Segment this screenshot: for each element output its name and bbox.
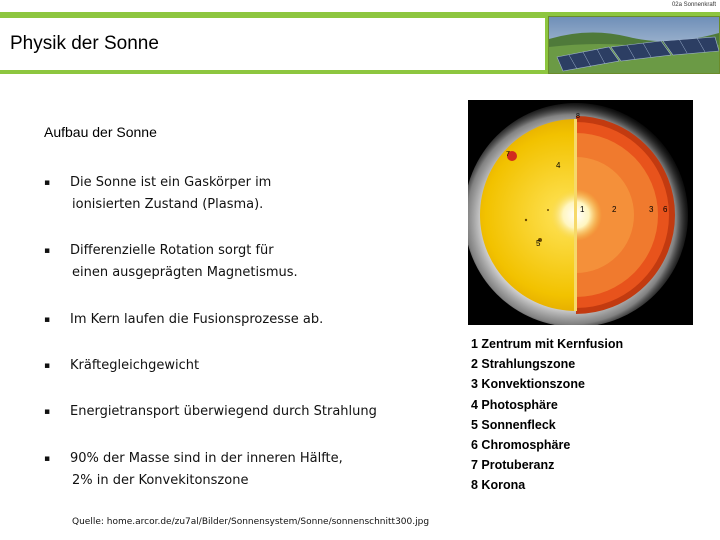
bullet-text-continued: 2% in der Konvekitonszone	[72, 473, 249, 488]
bullet-marker: ▪	[44, 407, 51, 417]
legend-item: 1 Zentrum mit Kernfusion	[471, 337, 624, 351]
bullet-text: Im Kern laufen die Fusionsprozesse ab.	[70, 312, 324, 327]
bullet-text: 90% der Masse sind in der inneren Hälfte,	[70, 451, 343, 466]
legend-item: 7 Protuberanz	[471, 458, 555, 473]
diagram-label-1: 1	[580, 205, 585, 214]
section-heading: Aufbau der Sonne	[44, 124, 157, 140]
bullet-text: Die Sonne ist ein Gaskörper im	[70, 175, 272, 190]
diagram-label-6: 6	[663, 205, 668, 214]
bullet-text-continued: einen ausgeprägten Magnetismus.	[72, 265, 298, 280]
legend-item: 8 Korona	[471, 478, 526, 493]
bullet-marker: ▪	[44, 246, 51, 256]
legend-item: 6 Chromosphäre	[471, 438, 571, 453]
corner-label: 02a Sonnenkraft	[671, 2, 716, 8]
source-citation: Quelle: home.arcor.de/zu7al/Bilder/Sonnensystem/Sonne/sonnenschnitt300.jpg	[72, 517, 430, 527]
bullet-text: Energietransport überwiegend durch Strahlung	[70, 404, 377, 419]
legend-item: 5 Sonnenfleck	[471, 417, 556, 432]
diagram-label-7: 7	[506, 151, 510, 158]
bullet-text-continued: ionisierten Zustand (Plasma).	[72, 197, 264, 212]
legend-item: 2 Strahlungszone	[471, 357, 576, 372]
diagram-label-3: 3	[649, 205, 654, 214]
legend-item: 4 Photosphäre	[471, 397, 558, 412]
sun-cross-section-diagram	[468, 100, 693, 325]
bullet-marker: ▪	[44, 315, 51, 325]
diagram-label-4: 4	[556, 161, 561, 170]
page-title: Physik der Sonne	[10, 33, 159, 54]
bullet-text: Kräftegleichgewicht	[70, 358, 200, 373]
diagram-label-2: 2	[612, 205, 617, 214]
header-photo-solar-panels	[548, 16, 720, 74]
bullet-marker: ▪	[44, 454, 51, 464]
sun-legend	[471, 334, 623, 496]
bullet-marker: ▪	[44, 361, 51, 371]
legend-item: 3 Konvektionszone	[471, 377, 585, 392]
bullet-marker: ▪	[44, 178, 51, 188]
diagram-label-8: 8	[576, 113, 580, 120]
diagram-label-5: 5	[536, 239, 541, 248]
bullet-text: Differenzielle Rotation sorgt für	[70, 243, 274, 258]
